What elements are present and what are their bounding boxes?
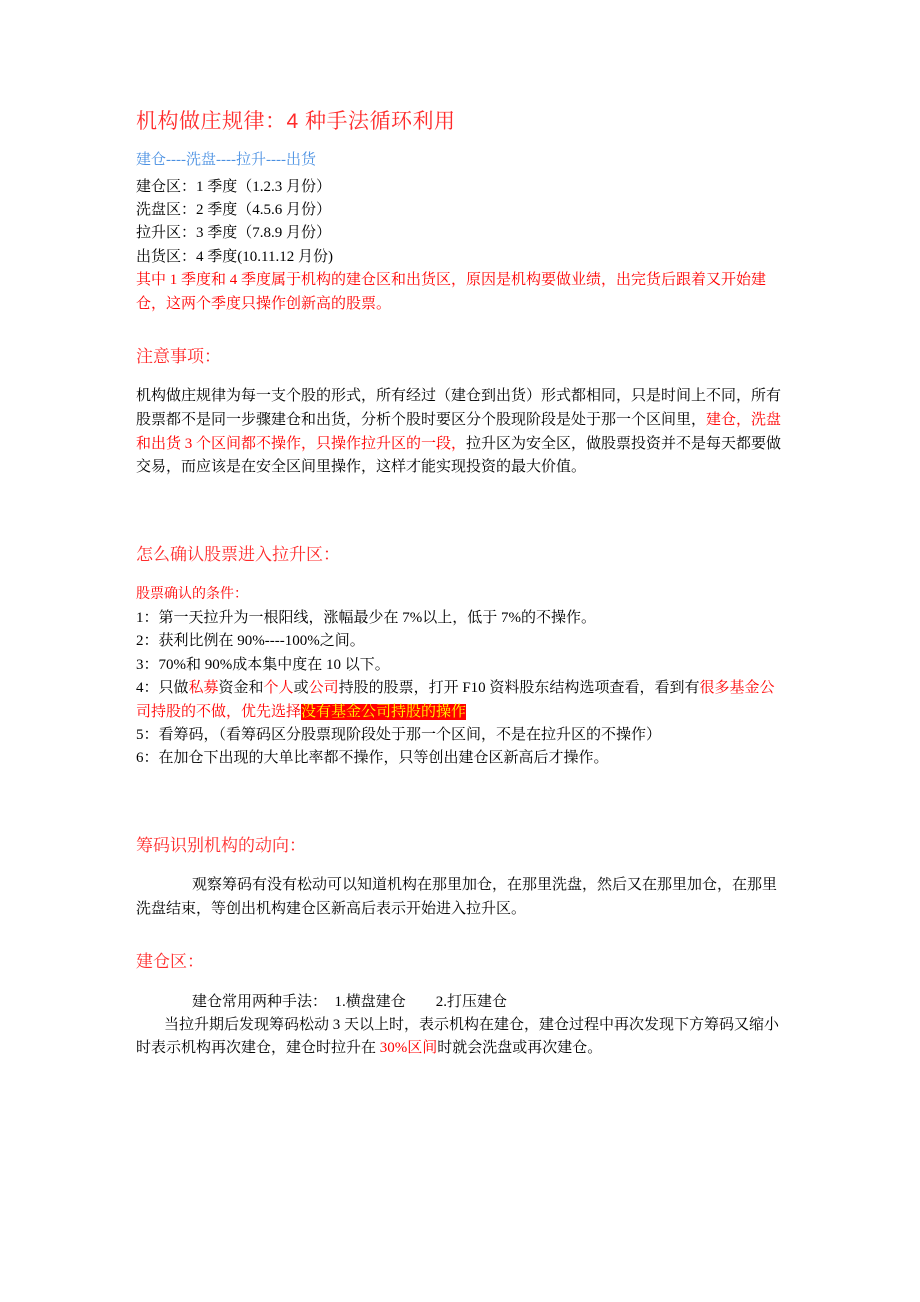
notes-part-2: 拉升区为安全区，做股票投资并不是每天都要做交易，而应该是在安全区间里操作，这样才能实现投资的最大价值。	[136, 435, 782, 476]
confirm-item-2: 2：获利比例在 90%----100%之间。	[136, 633, 365, 650]
stage-note: 其中 1 季度和 4 季度属于机构的建仓区和出货区，原因是机构要做业绩，出完货后跟着又开始建仓，这两个季度只操作创新高的股票。	[136, 272, 767, 312]
stage-line-4: 出货区：4 季度(10.11.12 月份)	[136, 248, 333, 265]
confirm-item-6: 6：在加仓下出现的大单比率都不操作，只等创出建仓区新高后才操作。	[136, 750, 609, 767]
item4-highlight: 没有基金公司持股的操作	[301, 703, 467, 720]
notes-part-1: 机构做庄规律为每一支个股的形式，所有经过（建仓到出货）形式都相同，只是时间上不同，所有股票都不是同一步骤建仓和出货，分析个股时要区分个股现阶段是处于那一个区间里，	[136, 388, 782, 429]
stage-line-2: 洗盘区：2 季度（4.5.6 月份）	[136, 201, 332, 218]
chips-paragraph: 观察筹码有没有松动可以知道机构在那里加仓，在那里洗盘，然后又在那里加仓，在那里洗盘结束，等创出机构建仓区新高后表示开始进入拉升区。	[136, 877, 778, 917]
build-part-1: 当拉升期后发现筹码松动 3 天以上时，表示机构在建仓，建仓过程中再次发现下方筹码又缩小时表示机构再次建仓，建仓时拉升在	[136, 1016, 780, 1057]
build-red: 30%区间	[379, 1040, 438, 1057]
document-content	[136, 108, 786, 1061]
confirm-item-5: 5：看筹码，（看筹码区分股票现阶段处于那一个区间，不是在拉升区的不操作）	[136, 726, 662, 743]
confirm-item-4	[136, 677, 786, 724]
confirm-item-3: 3：70%和 90%成本集中度在 10 以下。	[136, 656, 390, 673]
confirm-item-1: 1：第一天拉升为一根阳线，涨幅最少在 7%以上，低于 7%的不操作。	[136, 610, 596, 627]
item4-part-4: 持股的股票，打开 F10 资料股东结构选项查看，看到有	[338, 680, 700, 697]
subtitle-stages: 建仓----洗盘----拉升----出货	[136, 152, 316, 169]
item4-part-2: 资金和	[218, 680, 264, 697]
item4-part-3: 或	[293, 680, 309, 697]
build-part-2: 时就会洗盘或再次建仓。	[437, 1040, 603, 1057]
build-methods: 建仓常用两种手法： 1.横盘建仓 2.打压建仓	[192, 993, 508, 1010]
section-heading-build: 建仓区：	[136, 952, 204, 972]
build-paragraph	[136, 1014, 786, 1061]
section-heading-confirm: 怎么确认股票进入拉升区：	[136, 545, 340, 565]
confirm-subheading: 股票确认的条件：	[136, 586, 248, 602]
notes-paragraph	[136, 385, 786, 480]
stage-line-3: 拉升区：3 季度（7.8.9 月份）	[136, 225, 332, 242]
item4-red-1: 私募	[188, 680, 219, 697]
item4-part-1: 4：只做	[136, 680, 189, 697]
item4-red-2: 个人	[263, 680, 294, 697]
page-title: 机构做庄规律：4 种手法循环利用	[136, 110, 456, 133]
item4-red-4: 很多基金公司持股的不做，优先选择	[136, 680, 775, 720]
section-heading-notes: 注意事项：	[136, 346, 221, 366]
item4-red-3: 公司	[308, 680, 339, 697]
stage-line-1: 建仓区：1 季度（1.2.3 月份）	[136, 178, 332, 195]
section-heading-chips: 筹码识别机构的动向：	[136, 835, 306, 855]
notes-part-red: 建仓，洗盘和出货 3 个区间都不操作，只操作拉升区的一段，	[136, 412, 782, 452]
